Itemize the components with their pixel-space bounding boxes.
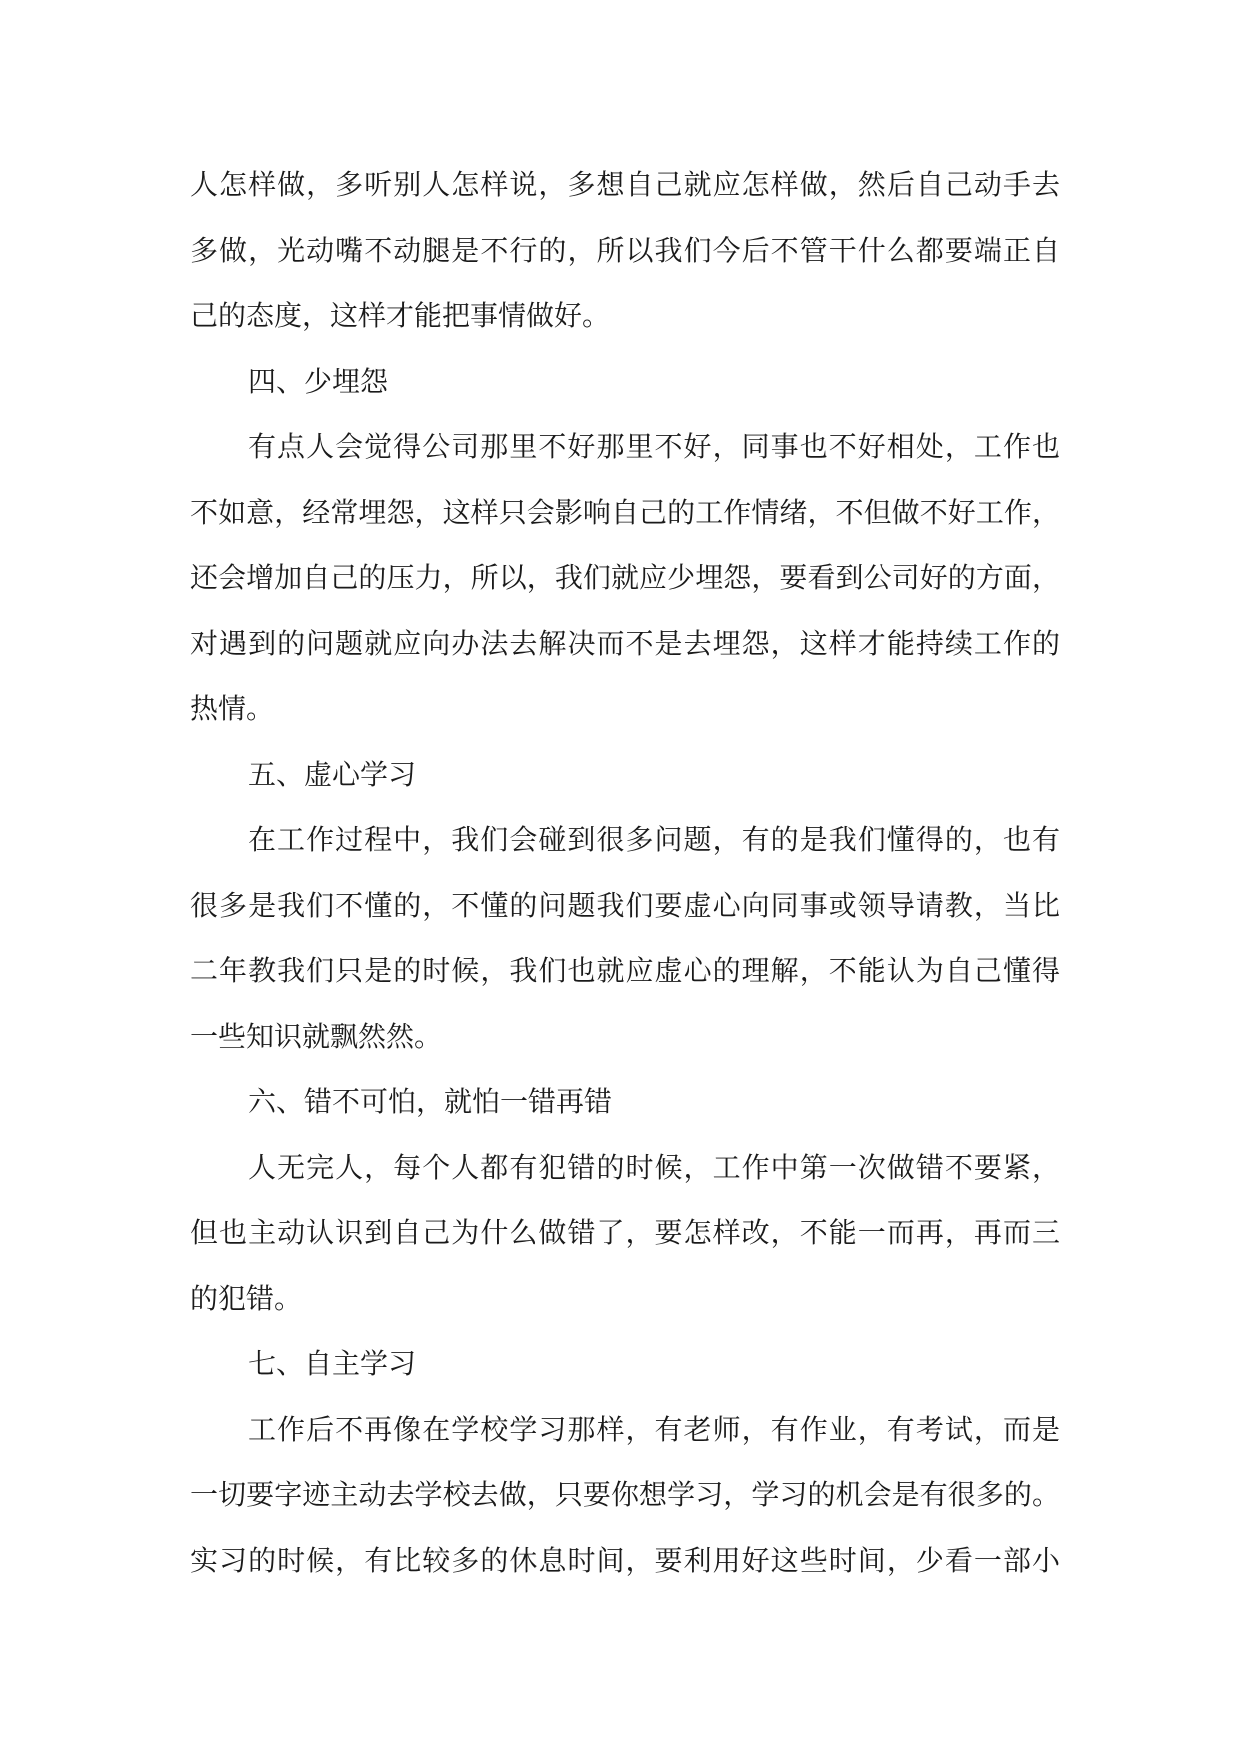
paragraph-line: 人怎样做，多听别人怎样说，多想自己就应怎样做，然后自己动手去 bbox=[190, 168, 1060, 201]
paragraph-line: 多做，光动嘴不动腿是不行的，所以我们今后不管干什么都要端正自 bbox=[190, 233, 1060, 267]
section-heading: 四、少埋怨 bbox=[248, 364, 389, 398]
paragraph-line: 二年教我们只是的时候，我们也就应虚心的理解，不能认为自己懂得 bbox=[190, 954, 1060, 987]
paragraph-line: 很多是我们不懂的，不懂的问题我们要虚心向同事或领导请教，当比 bbox=[190, 888, 1060, 922]
paragraph-line: 一切要字迹主动去学校去做，只要你想学习，学习的机会是有很多的。 bbox=[190, 1478, 1060, 1511]
section-heading: 七、自主学习 bbox=[248, 1347, 417, 1380]
section-heading: 六、错不可怕，就怕一错再错 bbox=[248, 1085, 613, 1118]
paragraph-line: 还会增加自己的压力，所以，我们就应少埋怨，要看到公司好的方面， bbox=[190, 561, 1060, 594]
paragraph-line: 实习的时候，有比较多的休息时间，要利用好这些时间，少看一部小 bbox=[190, 1543, 1060, 1577]
paragraph-line: 工作后不再像在学校学习那样，有老师，有作业，有考试，而是 bbox=[248, 1412, 1060, 1446]
paragraph-line: 在工作过程中，我们会碰到很多问题，有的是我们懂得的，也有 bbox=[248, 823, 1060, 856]
paragraph-line: 人无完人，每个人都有犯错的时候，工作中第一次做错不要紧， bbox=[248, 1150, 1060, 1184]
paragraph-line: 的犯错。 bbox=[190, 1281, 303, 1315]
paragraph-line: 热情。 bbox=[190, 692, 275, 725]
paragraph-line: 不如意，经常埋怨，这样只会影响自己的工作情绪，不但做不好工作， bbox=[190, 495, 1060, 529]
paragraph-line: 对遇到的问题就应向办法去解决而不是去埋怨，这样才能持续工作的 bbox=[190, 626, 1060, 660]
paragraph-line: 己的态度，这样才能把事情做好。 bbox=[190, 299, 611, 332]
section-heading: 五、虚心学习 bbox=[248, 757, 417, 791]
paragraph-line: 有点人会觉得公司那里不好那里不好，同事也不好相处，工作也 bbox=[248, 430, 1060, 463]
paragraph-line: 但也主动认识到自己为什么做错了，要怎样改，不能一而再，再而三 bbox=[190, 1216, 1060, 1249]
document-body bbox=[190, 152, 1060, 1593]
paragraph-line: 一些知识就飘然然。 bbox=[190, 1019, 443, 1053]
